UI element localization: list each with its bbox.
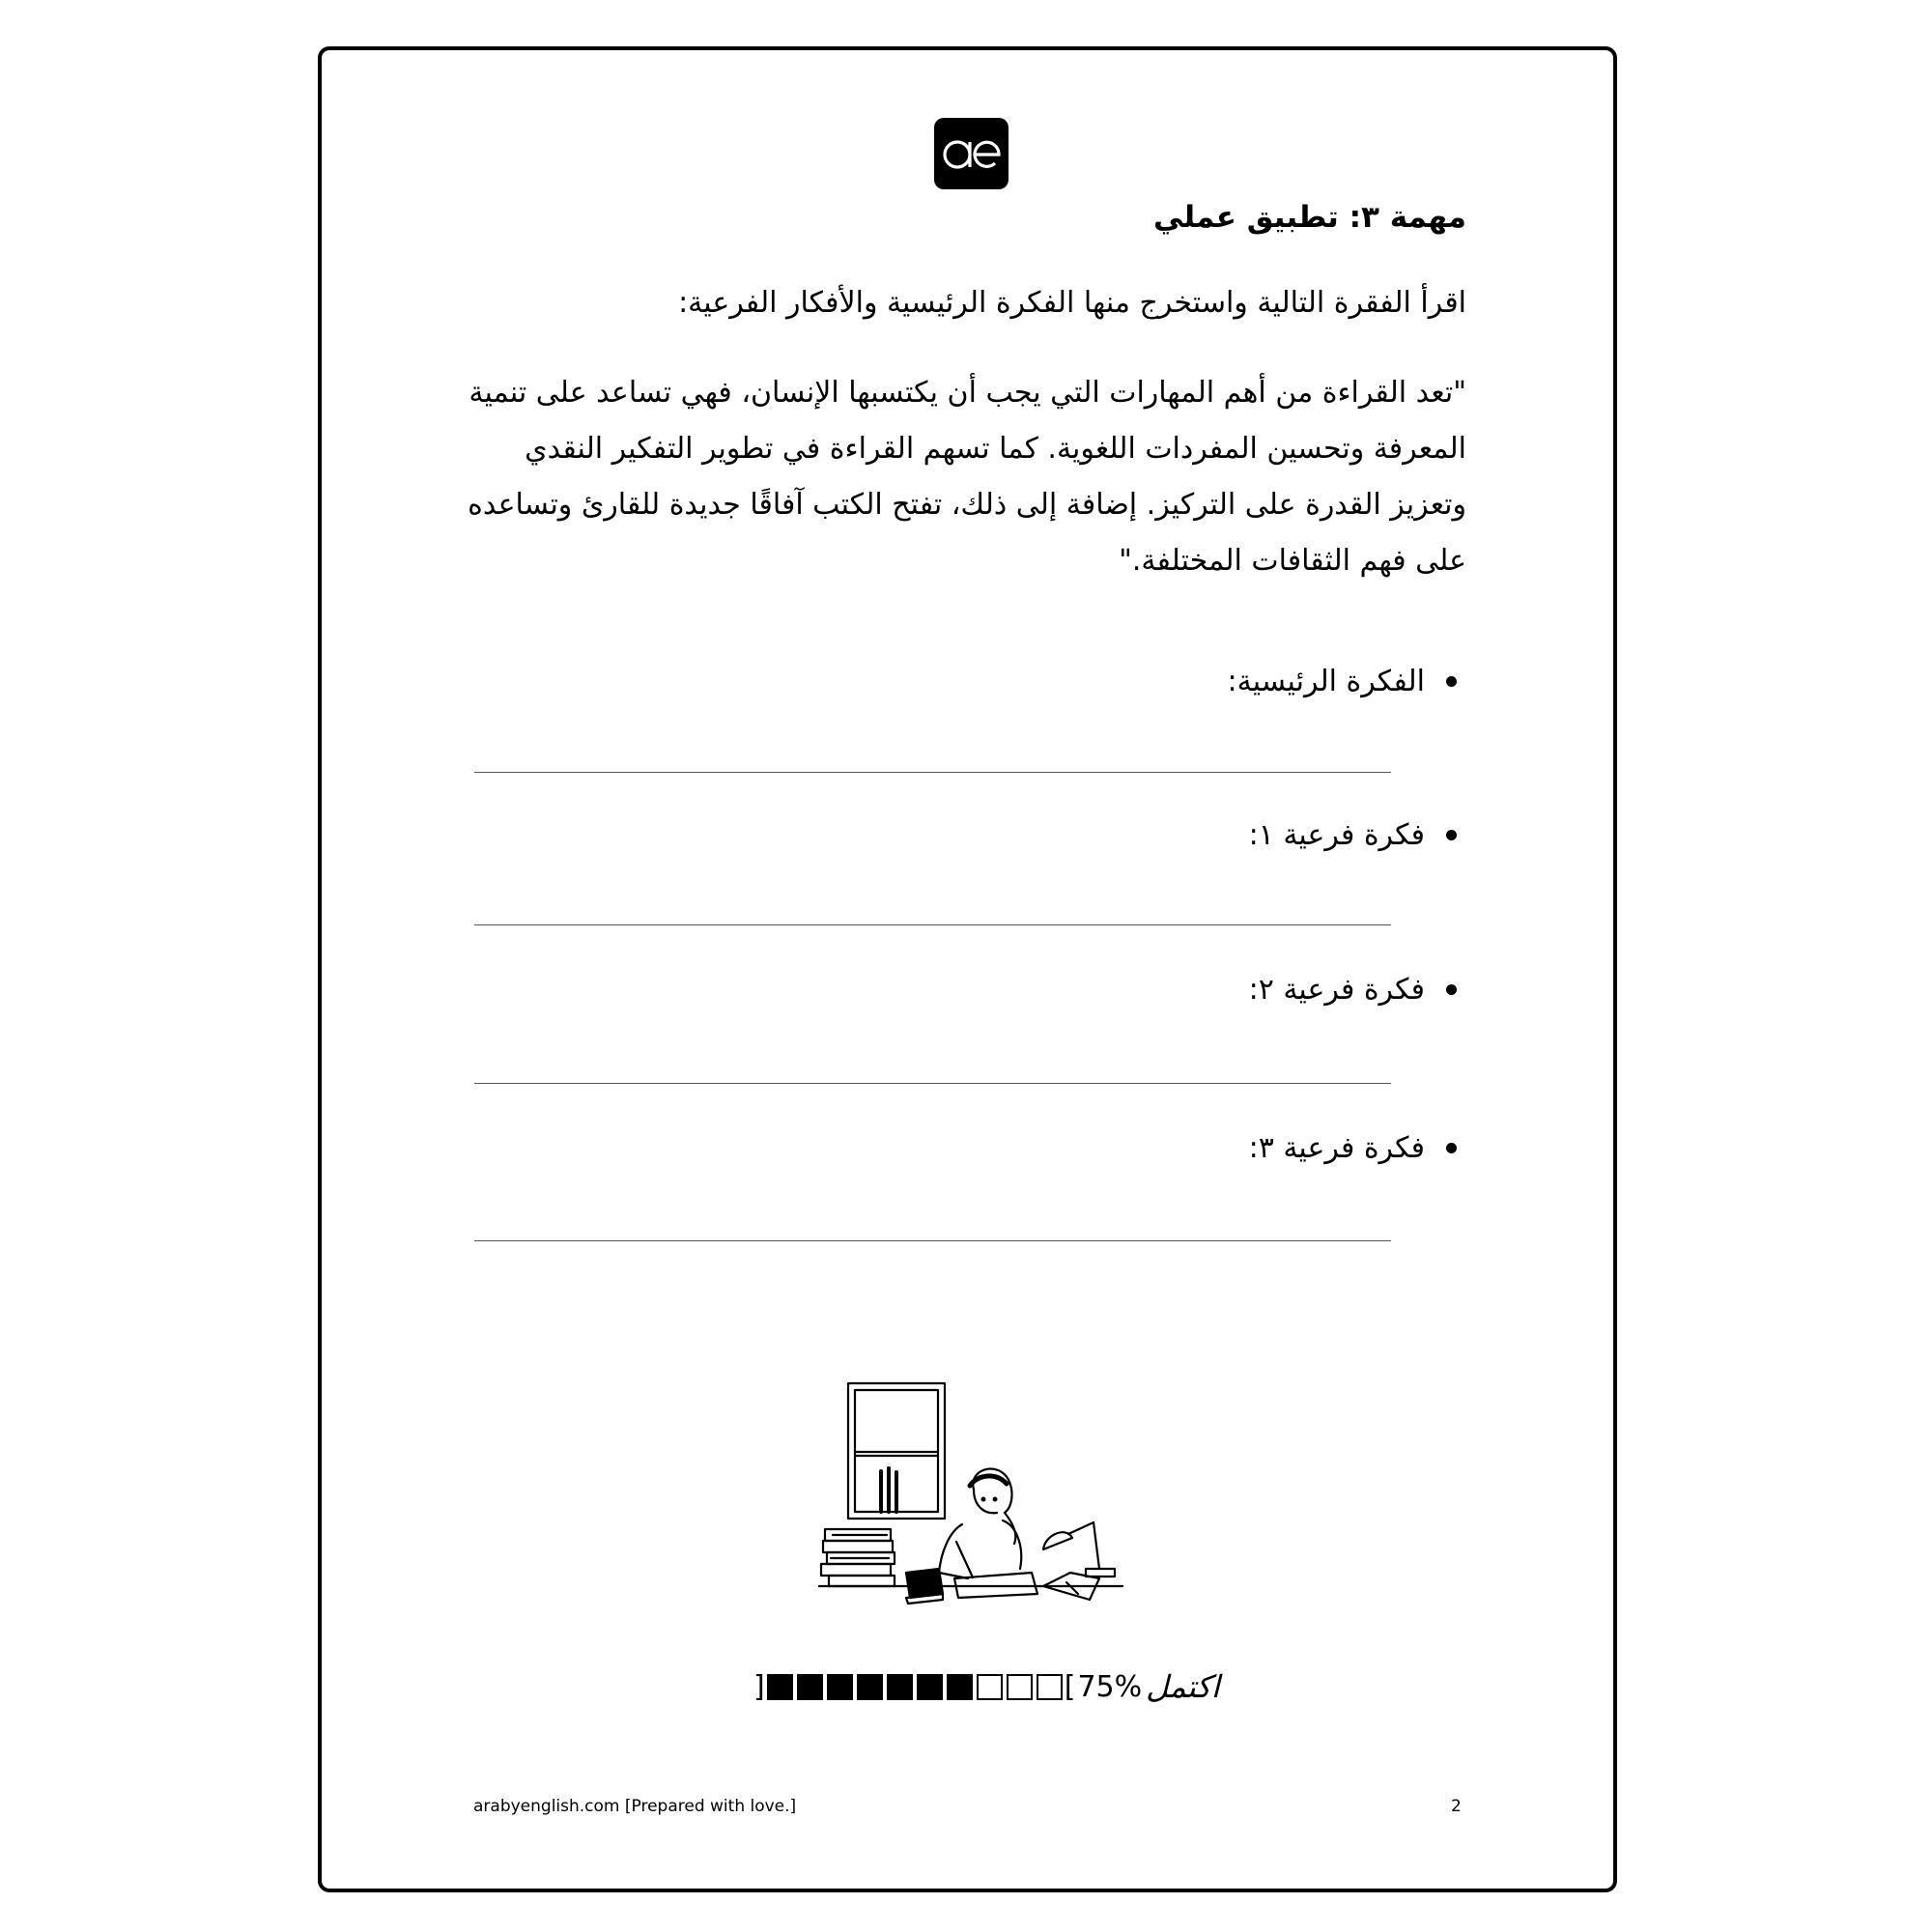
question-sub-idea-1 [1249,813,1457,856]
answer-line-sub-idea-2[interactable] [474,1083,1391,1084]
progress-block-filled [857,1674,883,1700]
progress-block-filled [767,1674,793,1700]
task-instruction: اقرأ الفقرة التالية واستخرج منها الفكرة الرئيسية والأفكار الفرعية: [678,286,1466,320]
student-studying-illustration [813,1379,1132,1621]
bullet-icon [1446,1143,1457,1153]
progress-bracket-close: ] [753,1669,765,1704]
reading-passage [469,365,1466,589]
answer-line-sub-idea-1[interactable] [474,924,1391,925]
progress-block-filled [887,1674,913,1700]
passage-line: المعرفة وتحسين المفردات اللغوية. كما تسهم القراءة في تطوير التفكير النقدي [525,432,1466,466]
answer-line-sub-idea-3[interactable] [474,1240,1391,1241]
question-label: فكرة فرعية ١: [1248,817,1425,852]
passage-line: "تعد القراءة من أهم المهارات التي يجب أن يكتسبها الإنسان، فهي تساعد على تنمية [469,376,1466,410]
footer-site: arabyenglish.com [Prepared with love.] [473,1797,797,1816]
question-main-idea [1228,660,1457,702]
progress-block-filled [917,1674,943,1700]
passage-line: على فهم الثقافات المختلفة." [1119,544,1466,578]
ae-logo [934,118,1009,189]
progress-block-filled [797,1674,823,1700]
progress-word: اكتمل [1146,1668,1220,1705]
progress-block-empty [1007,1674,1033,1700]
bullet-icon [1446,830,1457,840]
progress-bar [765,1674,1065,1700]
question-label: فكرة فرعية ٢: [1248,972,1425,1007]
passage-line: وتعزيز القدرة على التركيز. إضافة إلى ذلك، تفتح الكتب آفاقًا جديدة للقارئ وتساعده [468,488,1466,522]
bullet-icon [1446,984,1457,995]
progress-bracket-open: [ [1064,1669,1076,1704]
progress-percent: 75% [1077,1669,1143,1704]
question-sub-idea-3 [1249,1126,1457,1169]
answer-line-main-idea[interactable] [474,772,1391,773]
progress-block-empty [1037,1674,1063,1700]
question-sub-idea-2 [1249,968,1457,1010]
progress-block-filled [947,1674,973,1700]
bullet-icon [1446,676,1457,687]
progress-block-empty [977,1674,1003,1700]
progress-block-filled [827,1674,853,1700]
question-label: الفكرة الرئيسية: [1227,664,1425,698]
task-title: مهمة ٣: تطبيق عملي [1152,200,1466,235]
ae-logo-mark [941,131,1003,176]
page-number: 2 [1451,1797,1462,1816]
question-label: فكرة فرعية ٣: [1248,1130,1425,1165]
progress-indicator [753,1667,1220,1706]
